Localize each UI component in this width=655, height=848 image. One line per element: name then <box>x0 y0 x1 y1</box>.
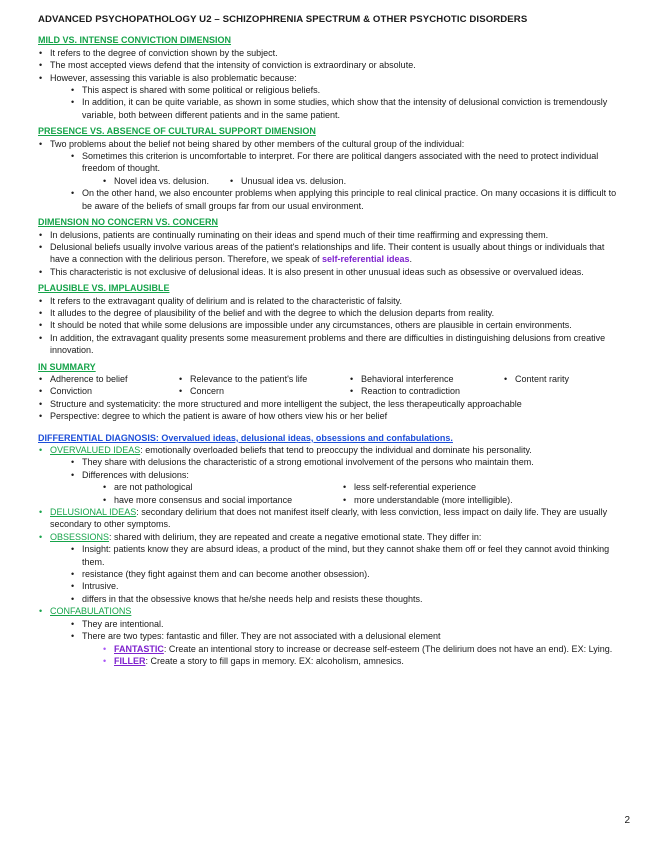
sub-bullet: • Intrusive. <box>70 580 618 592</box>
section-heading: MILD VS. INTENSE CONVICTION DIMENSION <box>38 35 232 46</box>
summary-item: • Reaction to contradiction <box>349 385 460 397</box>
sub-bullet: • Insight: patients know they are absurd ideas, a product of the mind, but they cannot shake them off or feel they cannot avoid thinking them. <box>70 543 618 568</box>
section-summary <box>38 361 618 423</box>
section-heading: IN SUMMARY <box>38 361 96 372</box>
difference-item: • less self-referential experience <box>342 481 476 493</box>
sub-bullet: • resistance (they fight against them and can become another obsession). <box>70 568 618 580</box>
list-item: • Unusual idea vs. delusion. <box>229 175 346 187</box>
section-heading: PLAUSIBLE VS. IMPLAUSIBLE <box>38 283 170 294</box>
sub-sub-bullet <box>102 655 618 667</box>
bullet: • In addition, the extravagant quality presents some measurement problems and there are difficulties in distinguishing delusions from creative innovation. <box>38 332 618 357</box>
sub-bullet-text: Differences with delusions: <box>82 469 189 480</box>
difference-item: • more understandable (more intelligible). <box>342 494 513 506</box>
bullet <box>38 531 618 605</box>
term-definition: : Create an intentional story to increase or decrease self-esteem (The delirium does not have an end). EX: Lying. <box>163 643 613 654</box>
summary-item: • Behavioral interference <box>349 373 503 385</box>
bullet <box>38 138 618 212</box>
sub-sub-bullet <box>102 643 618 655</box>
summary-item: • Conviction <box>38 385 178 397</box>
term-definition: : Create a story to fill gaps in memory. EX: alcoholism, amnesics. <box>145 655 404 666</box>
bullet: • In delusions, patients are continually ruminating on their ideas and spend much of their time reaffirming and expressing them. <box>38 229 618 241</box>
highlight-term: self-referential ideas <box>322 254 410 265</box>
bullet-text: Delusional beliefs usually involve various areas of the patient's relationships and life. Their content is usually about things or individuals that have a connection with the delirious person. Therefore, we speak of <box>50 241 605 265</box>
term-label: FANTASTIC <box>114 643 164 654</box>
section-plausible <box>38 282 618 356</box>
bullet-text-end: . <box>409 254 413 265</box>
summary-item: • Content rarity <box>503 373 569 385</box>
page-number: 2 <box>624 815 630 826</box>
bullet: • This characteristic is not exclusive of delusional ideas. It is also present in other unusual ideas such as obsessive or overvalued ideas. <box>38 266 618 278</box>
bullet: • Structure and systematicity: the more structured and more intelligent the subject, the less therapeutically approachable <box>38 398 618 410</box>
summary-row <box>38 373 618 385</box>
list-item: • Novel idea vs. delusion. <box>102 175 229 187</box>
summary-row <box>38 385 618 397</box>
section-concern <box>38 216 618 278</box>
bullet <box>38 241 618 266</box>
term-label: DELUSIONAL IDEAS <box>50 507 137 518</box>
sub-bullet: • They are intentional. <box>70 618 618 630</box>
section-conviction <box>38 34 618 121</box>
sub-bullet-text: Sometimes this criterion is uncomfortable to interpret. For there are political dangers associated with the need to protect individual freedom of thought. <box>82 151 599 174</box>
term-definition: : emotionally overloaded beliefs that tend to preoccupy the individual and dominate his personality. <box>140 445 532 455</box>
bullet: • The most accepted views defend that the intensity of conviction is extraordinary or absolute. <box>38 59 618 71</box>
bullet: • It refers to the degree of conviction shown by the subject. <box>38 47 618 59</box>
idea-row <box>102 175 618 187</box>
difference-row <box>102 481 618 493</box>
sub-bullet: • This aspect is shared with some political or religious beliefs. <box>70 84 618 96</box>
sub-bullet: • In addition, it can be quite variable, as shown in some studies, which show that the intensity of delusional conviction is tremendously variable, both between different patients and in the same patient. <box>70 96 618 121</box>
sub-bullet: • On the other hand, we also encounter problems when applying this principle to real clinical practice. On many occasions it is difficult to be aware of the beliefs of small groups far from our usual environment. <box>70 187 618 212</box>
term-label: FILLER <box>114 655 146 666</box>
term-label: CONFABULATIONS <box>50 606 132 617</box>
section-differential-diagnosis <box>38 432 618 668</box>
bullet <box>38 605 618 667</box>
difference-row <box>102 494 618 506</box>
term-label: OBSESSIONS <box>50 531 110 542</box>
term-label: OVERVALUED IDEAS <box>50 445 141 455</box>
bullet <box>38 444 618 506</box>
document-title: ADVANCED PSYCHOPATHOLOGY U2 – SCHIZOPHRENIA SPECTRUM & OTHER PSYCHOTIC DISORDERS <box>38 14 528 25</box>
bullet: • It should be noted that while some delusions are impossible under any circumstances, others are plausible in certain environments. <box>38 319 618 331</box>
sub-bullet <box>70 150 618 187</box>
section-heading: DIFFERENTIAL DIAGNOSIS: Overvalued ideas, delusional ideas, obsessions and confabulations. <box>38 432 453 443</box>
sub-bullet <box>70 469 618 506</box>
sub-bullet <box>70 630 618 667</box>
bullet: • It alludes to the degree of plausibility of the belief and with the degree to which the delusion departs from reality. <box>38 307 618 319</box>
bullet: • Perspective: degree to which the patient is aware of how others view his or her belief <box>38 410 618 422</box>
section-heading: DIMENSION NO CONCERN VS. CONCERN <box>38 217 219 228</box>
section-heading: PRESENCE VS. ABSENCE OF CULTURAL SUPPORT DIMENSION <box>38 126 316 137</box>
term-definition: : secondary delirium that does not manifest itself clearly, with less conviction, less impact on daily life. They are usually secondary to other symptoms. <box>50 507 608 530</box>
difference-item: • are not pathological <box>102 481 342 493</box>
summary-item: • Relevance to the patient's life <box>178 373 349 385</box>
difference-item: • have more consensus and social importance <box>102 494 342 506</box>
section-cultural-support <box>38 125 618 212</box>
bullet <box>38 72 618 122</box>
bullet <box>38 506 618 531</box>
bullet-text: Two problems about the belief not being shared by other members of the cultural group of the individual: <box>50 138 465 149</box>
summary-item: • Adherence to belief <box>38 373 178 385</box>
term-definition: : shared with delirium, they are repeated and create a negative emotional state. They differ in: <box>109 531 482 542</box>
sub-bullet-text: There are two types: fantastic and filler. They are not associated with a delusional element <box>82 631 441 642</box>
sub-bullet: • They share with delusions the characteristic of a strong emotional involvement of the persons who maintain them. <box>70 456 618 468</box>
document-page <box>38 14 618 671</box>
sub-bullet: • differs in that the obsessive knows that he/she needs help and resists these thoughts. <box>70 593 618 605</box>
summary-item: • Concern <box>178 385 349 397</box>
bullet-text: However, assessing this variable is also problematic because: <box>50 72 297 83</box>
bullet: • It refers to the extravagant quality of delirium and is related to the characteristic of falsity. <box>38 295 618 307</box>
